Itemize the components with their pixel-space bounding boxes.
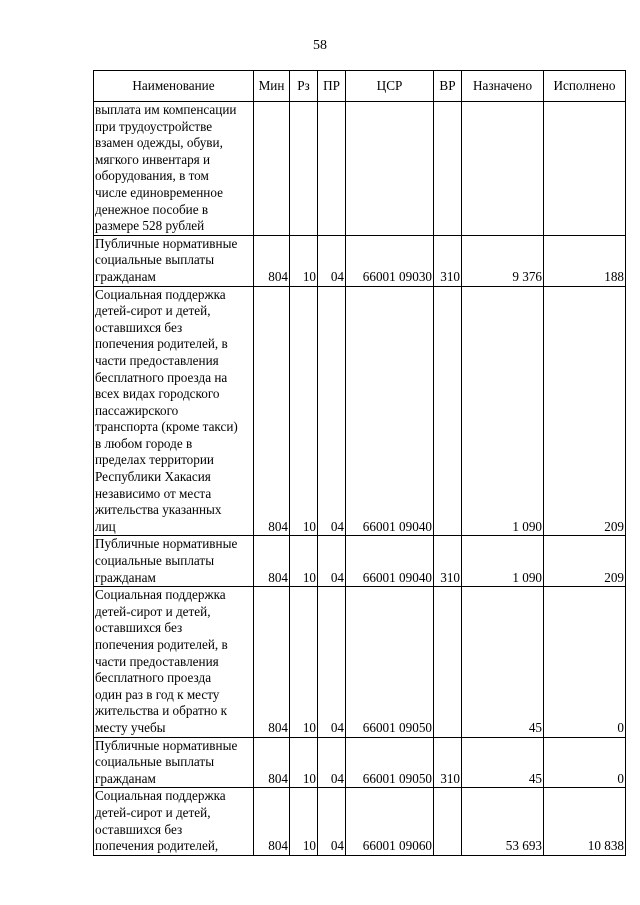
table-header-row [94, 71, 626, 102]
cell-vr: 310 [434, 737, 462, 788]
name-lines [95, 102, 252, 235]
name-line: Социальная поддержка [95, 587, 226, 603]
name-line: бесплатного проезда [95, 670, 212, 686]
cell-assigned: 9 376 [462, 235, 544, 286]
cell-executed: 0 [544, 587, 626, 737]
name-line: оборудования, в том [95, 168, 209, 184]
cell-min: 804 [254, 286, 290, 536]
cell-pr: 04 [318, 737, 346, 788]
name-line: гражданам [95, 569, 156, 585]
cell-vr: 310 [434, 235, 462, 286]
name-line: независимо от места [95, 485, 212, 501]
name-line: социальные выплаты [95, 553, 215, 569]
cell-executed: 0 [544, 737, 626, 788]
name-line: месту учебы [95, 719, 166, 735]
cell-vr [434, 286, 462, 536]
cell-pr: 04 [318, 286, 346, 536]
cell-min: 804 [254, 587, 290, 737]
name-lines [95, 536, 252, 586]
cell-rz: 10 [290, 286, 318, 536]
name-line: части предоставления [95, 653, 219, 669]
table-row [94, 587, 626, 737]
name-lines [95, 587, 252, 736]
name-lines [95, 788, 252, 854]
cell-name [94, 286, 254, 536]
header-pr: ПР [318, 71, 346, 102]
name-line: гражданам [95, 770, 156, 786]
table-row [94, 235, 626, 286]
name-line: социальные выплаты [95, 754, 215, 770]
cell-assigned: 1 090 [462, 286, 544, 536]
cell-pr [318, 102, 346, 236]
name-line: попечения родителей, в [95, 637, 228, 652]
name-line: оставшихся без [95, 319, 183, 335]
cell-csr: 66001 09060 [346, 788, 434, 855]
name-line: всех видах городского [95, 386, 220, 402]
name-line: пределах территории [95, 452, 214, 468]
name-line: попечения родителей, в [95, 336, 228, 352]
cell-csr: 66001 09030 [346, 235, 434, 286]
cell-vr [434, 788, 462, 855]
header-min: Мин [254, 71, 290, 102]
name-lines [95, 738, 252, 788]
cell-name [94, 102, 254, 236]
name-line: лиц [95, 518, 116, 534]
cell-csr: 66001 09040 [346, 286, 434, 536]
name-line: пассажирского [95, 402, 179, 418]
cell-executed [544, 102, 626, 236]
name-line: части предоставления [95, 352, 219, 368]
name-line: взамен одежды, обуви, [95, 135, 223, 151]
cell-csr [346, 102, 434, 236]
header-assigned: Назначено [462, 71, 544, 102]
name-line: мягкого инвентаря и [95, 151, 211, 167]
header-csr: ЦСР [346, 71, 434, 102]
cell-executed: 10 838 [544, 788, 626, 855]
name-line: размере 528 рублей [95, 218, 205, 234]
name-line: детей-сирот и детей, [95, 804, 211, 820]
name-line: оставшихся без [95, 821, 183, 837]
table-row [94, 286, 626, 536]
name-line: Социальная поддержка [95, 286, 226, 302]
name-line: детей-сирот и детей, [95, 303, 211, 319]
name-line: Республики Хакасия [95, 469, 211, 485]
cell-min: 804 [254, 737, 290, 788]
cell-min: 804 [254, 235, 290, 286]
name-line: транспорта (кроме такси) [95, 419, 238, 435]
budget-table [93, 70, 626, 856]
name-lines [95, 287, 252, 536]
table-row [94, 737, 626, 788]
cell-executed: 188 [544, 235, 626, 286]
cell-rz [290, 102, 318, 236]
cell-assigned [462, 102, 544, 236]
name-line: попечения родителей, [95, 838, 219, 854]
name-line: денежное пособие в [95, 201, 209, 217]
cell-vr [434, 587, 462, 737]
cell-rz: 10 [290, 536, 318, 587]
table-row [94, 788, 626, 855]
name-line: при трудоустройстве [95, 118, 213, 134]
cell-pr: 04 [318, 587, 346, 737]
cell-name [94, 235, 254, 286]
name-line: выплата им компенсации [95, 102, 237, 117]
cell-csr: 66001 09040 [346, 536, 434, 587]
name-line: детей-сирот и детей, [95, 603, 211, 619]
name-line: гражданам [95, 268, 156, 284]
table-body [94, 102, 626, 856]
name-line: Публичные нормативные [95, 737, 238, 753]
cell-pr: 04 [318, 235, 346, 286]
name-lines [95, 236, 252, 286]
cell-rz: 10 [290, 788, 318, 855]
name-line: оставшихся без [95, 620, 183, 636]
cell-pr: 04 [318, 788, 346, 855]
name-line: Публичные нормативные [95, 235, 238, 251]
cell-min: 804 [254, 536, 290, 587]
cell-min: 804 [254, 788, 290, 855]
name-line: социальные выплаты [95, 252, 215, 268]
cell-rz: 10 [290, 587, 318, 737]
table-row [94, 102, 626, 236]
page-number: 58 [313, 38, 327, 53]
cell-assigned: 53 693 [462, 788, 544, 855]
cell-pr: 04 [318, 536, 346, 587]
cell-csr: 66001 09050 [346, 587, 434, 737]
header-vr: ВР [434, 71, 462, 102]
name-line: бесплатного проезда на [95, 369, 228, 385]
cell-name [94, 536, 254, 587]
cell-assigned: 1 090 [462, 536, 544, 587]
cell-name [94, 788, 254, 855]
cell-rz: 10 [290, 737, 318, 788]
name-line: в любом городе в [95, 435, 193, 451]
header-name: Наименование [94, 71, 254, 102]
name-line: жительства указанных [95, 502, 222, 518]
name-line: жительства и обратно к [95, 703, 228, 719]
cell-name [94, 587, 254, 737]
cell-name [94, 737, 254, 788]
cell-rz: 10 [290, 235, 318, 286]
header-rz: Рз [290, 71, 318, 102]
name-line: числе единовременное [95, 184, 223, 200]
name-line: Социальная поддержка [95, 788, 226, 804]
cell-vr: 310 [434, 536, 462, 587]
header-executed: Исполнено [544, 71, 626, 102]
cell-executed: 209 [544, 536, 626, 587]
table-row [94, 536, 626, 587]
cell-assigned: 45 [462, 737, 544, 788]
name-line: один раз в год к месту [95, 686, 220, 702]
cell-executed: 209 [544, 286, 626, 536]
cell-assigned: 45 [462, 587, 544, 737]
cell-min [254, 102, 290, 236]
cell-csr: 66001 09050 [346, 737, 434, 788]
name-line: Публичные нормативные [95, 536, 238, 552]
cell-vr [434, 102, 462, 236]
